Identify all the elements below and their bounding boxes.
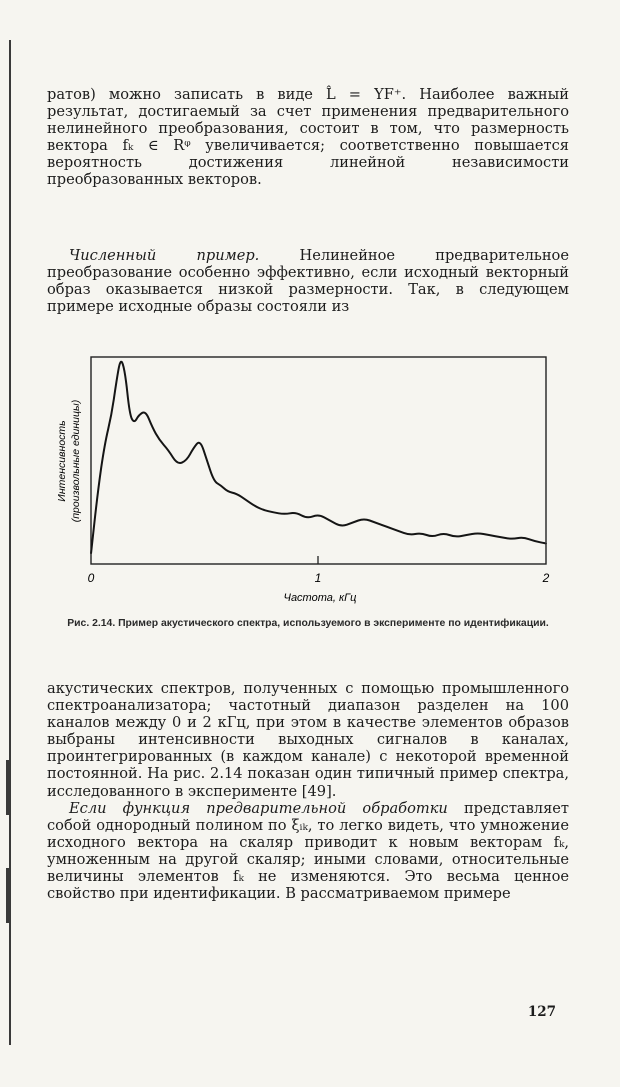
spectrum-line xyxy=(91,362,546,554)
paragraph-1-block xyxy=(47,86,569,189)
paragraph-4 xyxy=(47,800,569,903)
binding-mark xyxy=(6,868,9,923)
paragraph-4-lead: Если функция предварительной обработки xyxy=(69,799,448,817)
figure-caption: Рис. 2.14. Пример акустического спектра, используемого в эксперименте по идентификации. xyxy=(67,618,549,629)
paragraph-3: акустических спектров, полученных с помощью промышленного спектроанализатора; частотный диапазон разделен на 100 каналов между 0 и 2 кГц, при этом в качестве элементов образов выбраны интенсивности выходных сигналов в каналах, проинтегрированных (в каждом канале) с некоторой временной постоянной. На рис. 2.14 показан один типичный пример спектра, исследованного в эксперименте [49]. xyxy=(47,680,569,800)
x-tick-label-0: 0 xyxy=(87,571,95,585)
page-binding-edge xyxy=(9,40,11,1045)
y-axis-label-line2: (произвольные единицы) xyxy=(70,399,82,523)
x-tick-label-2: 2 xyxy=(542,571,550,585)
paragraph-4-body: представляет собой однородный полином по ξᵢₖ, то легко видеть, что умножение исходного вектора на скаляр приводит к новым векторам fₖ, умноженным на другой скаляр; иными словами, относительные величины элементов fₖ не изменяются. Это весьма ценное свойство при идентификации. В рассматриваемом примере xyxy=(47,799,569,903)
y-axis-label-line1: Интенсивность xyxy=(56,420,68,502)
paragraph-3-block xyxy=(47,680,569,902)
paragraph-2 xyxy=(47,247,569,315)
page-number: 127 xyxy=(527,1004,556,1020)
binding-mark xyxy=(6,760,9,815)
x-tick-label-1: 1 xyxy=(314,571,322,585)
paragraph-2-lead: Численный пример. xyxy=(69,247,260,264)
spectrum-figure xyxy=(40,345,580,615)
x-axis-label: Частота, кГц xyxy=(283,592,357,604)
paragraph-2-block xyxy=(47,247,569,315)
paragraph-1: ратов) можно записать в виде L̂ = YF⁺. Наиболее важный результат, достигаемый за счет применения предварительного нелинейного преобразования, состоит в том, что размерность вектора fₖ ∈ Rᵠ увеличивается; соответственно повышается вероятность достижения линейной независимости преобразованных векторов. xyxy=(47,86,569,189)
paragraph-2-body: Нелинейное предварительное преобразование особенно эффективно, если исходный векторный образ оказывается низкой размерности. Так, в следующем примере исходные образы состояли из xyxy=(47,247,569,316)
